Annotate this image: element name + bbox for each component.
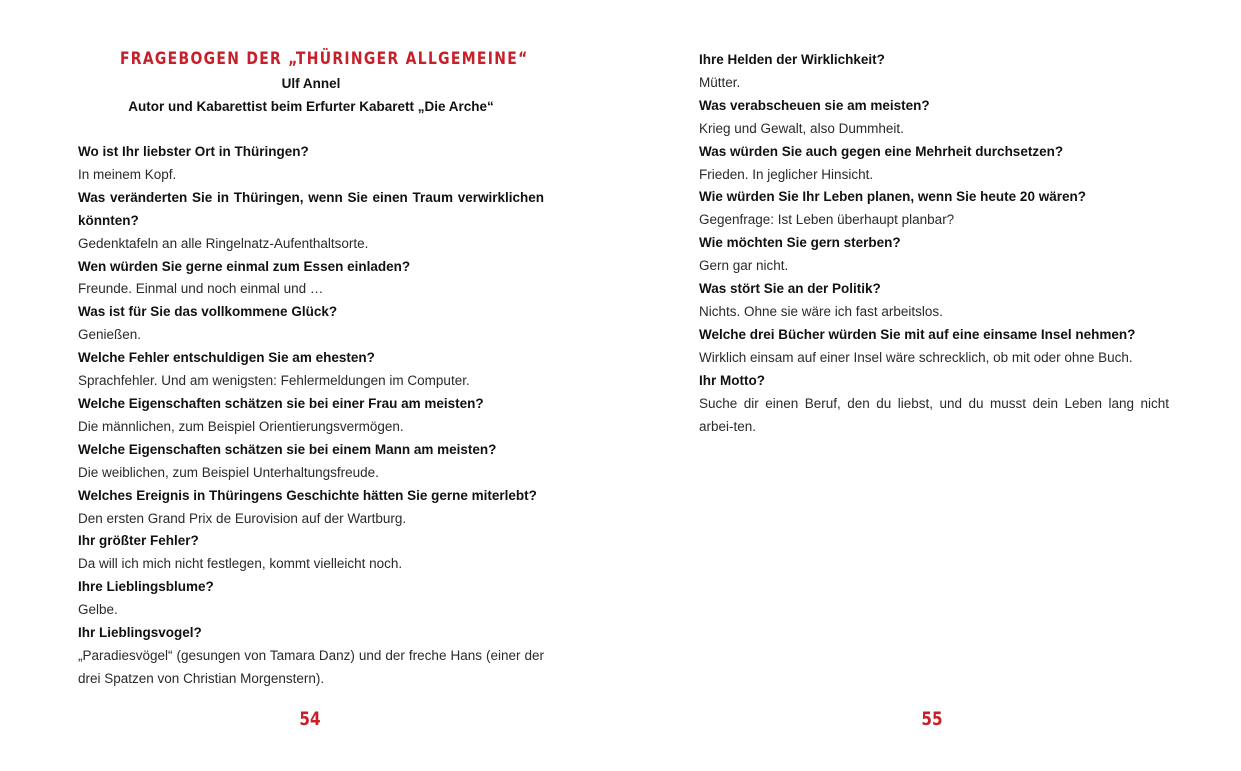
question: Wo ist Ihr liebster Ort in Thüringen? xyxy=(78,144,309,159)
author-name: Ulf Annel xyxy=(281,76,341,91)
answer: Gedenktafeln an alle Ringelnatz-Aufenthaltsorte. xyxy=(78,235,369,251)
question: Welche Eigenschaften schätzen sie bei einer Frau am meisten? xyxy=(78,395,484,411)
answer: Die weiblichen, zum Beispiel Unterhaltungsfreude. xyxy=(78,464,379,480)
question: Was würden Sie auch gegen eine Mehrheit durchsetzen? xyxy=(699,143,1064,159)
qa-item xyxy=(78,393,544,439)
questionnaire-header xyxy=(78,46,544,118)
answer: Wirklich einsam auf einer Insel wäre schrecklich, ob mit oder ohne Buch. xyxy=(699,349,1133,365)
question: Welche drei Bücher würden Sie mit auf eine einsame Insel nehmen? xyxy=(699,326,1136,342)
answer: Genießen. xyxy=(78,327,142,343)
right-page xyxy=(620,0,1241,771)
author-role: Autor und Kabarettist beim Erfurter Kabarett „Die Arche“ xyxy=(128,99,494,114)
question: Wie würden Sie Ihr Leben planen, wenn Sie heute 20 wären? xyxy=(699,189,1086,205)
qa-item xyxy=(78,439,544,485)
page-number: 55 xyxy=(921,708,943,730)
answer: Krieg und Gewalt, also Dummheit. xyxy=(699,120,904,136)
answer: Frieden. In jeglicher Hinsicht. xyxy=(699,166,874,182)
qa-item xyxy=(78,347,544,393)
qa-item xyxy=(699,370,1169,439)
answer: Gelbe. xyxy=(78,602,118,618)
page-title: FRAGEBOGEN DER „THÜRINGER ALLGEMEINE“ xyxy=(119,49,529,69)
question: Was ist für Sie das vollkommene Glück? xyxy=(78,304,338,320)
qa-item xyxy=(699,278,1169,324)
answer: In meinem Kopf. xyxy=(78,166,177,182)
qa-item xyxy=(78,576,544,622)
question: Was stört Sie an der Politik? xyxy=(699,281,881,297)
qa-item xyxy=(78,530,544,576)
answer: Die männlichen, zum Beispiel Orientierungsvermögen. xyxy=(78,418,404,434)
qa-item xyxy=(699,232,1169,278)
qa-item xyxy=(78,485,544,531)
answer: Da will ich mich nicht festlegen, kommt vielleicht noch. xyxy=(78,556,403,572)
qa-item xyxy=(78,141,544,187)
question: Ihre Lieblingsblume? xyxy=(78,579,214,595)
question: Was veränderten Sie in Thüringen, wenn Sie einen Traum verwirklichen könnten? xyxy=(78,189,544,228)
questionnaire-list-right xyxy=(699,49,1169,438)
answer: Suche dir einen Beruf, den du liebst, und du musst dein Leben lang nicht arbei-ten. xyxy=(699,395,1169,434)
answer: „Paradiesvögel“ (gesungen von Tamara Danz) und der freche Hans (einer der drei Spatzen von Christian Morgenstern). xyxy=(78,647,544,686)
answer: Sprachfehler. Und am wenigsten: Fehlermeldungen im Computer. xyxy=(78,373,470,389)
qa-item xyxy=(78,187,544,256)
question: Was verabscheuen sie am meisten? xyxy=(699,97,930,113)
qa-item xyxy=(699,186,1169,232)
qa-item xyxy=(699,95,1169,141)
question: Ihr größter Fehler? xyxy=(78,533,199,549)
qa-item xyxy=(699,141,1169,187)
question: Wie möchten Sie gern sterben? xyxy=(699,235,901,251)
answer: Gegenfrage: Ist Leben überhaupt planbar? xyxy=(699,212,955,228)
qa-item xyxy=(78,301,544,347)
answer: Nichts. Ohne sie wäre ich fast arbeitslos. xyxy=(699,303,943,319)
answer: Den ersten Grand Prix de Eurovision auf der Wartburg. xyxy=(78,510,407,526)
question: Wen würden Sie gerne einmal zum Essen einladen? xyxy=(78,258,411,274)
questionnaire-list-left xyxy=(78,141,544,691)
answer: Freunde. Einmal und noch einmal und … xyxy=(78,281,324,297)
qa-item xyxy=(78,622,544,691)
answer: Gern gar nicht. xyxy=(699,258,789,274)
question: Welches Ereignis in Thüringens Geschichte hätten Sie gerne miterlebt? xyxy=(78,487,537,503)
answer: Mütter. xyxy=(699,74,741,90)
qa-item xyxy=(699,324,1169,370)
question: Ihr Motto? xyxy=(699,372,765,388)
qa-item xyxy=(699,49,1169,95)
page-number: 54 xyxy=(299,708,321,730)
qa-item xyxy=(78,256,544,302)
question: Welche Eigenschaften schätzen sie bei einem Mann am meisten? xyxy=(78,441,497,457)
question: Ihre Helden der Wirklichkeit? xyxy=(699,52,885,67)
question: Welche Fehler entschuldigen Sie am ehesten? xyxy=(78,350,375,366)
left-page xyxy=(0,0,620,771)
question: Ihr Lieblingsvogel? xyxy=(78,625,202,641)
